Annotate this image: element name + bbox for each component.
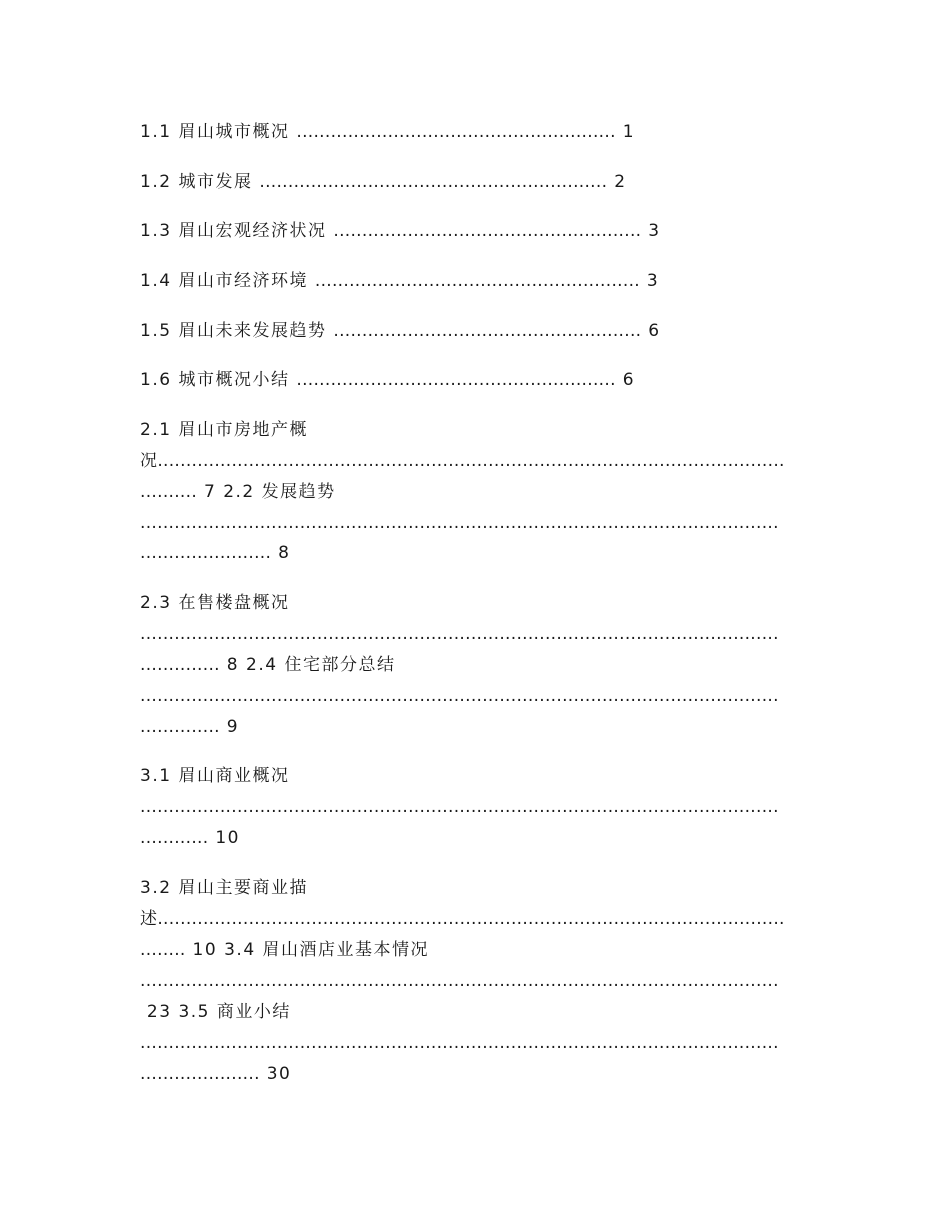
entry-page: 6 <box>622 370 636 390</box>
dot-leader: ........ <box>140 940 186 960</box>
entry-page: 30 <box>266 1064 292 1084</box>
entry-title: 眉山商业概况 <box>178 766 290 786</box>
dot-leader: .............................................................................................................. <box>157 451 785 471</box>
toc-entry-2-4[interactable] <box>140 655 395 675</box>
toc-entry-3-5-page-line[interactable] <box>140 1064 291 1084</box>
entry-number: 1.1 <box>140 122 172 142</box>
entry-number: 2.1 <box>140 420 172 440</box>
entry-number: 2.2 <box>223 482 255 502</box>
dot-leader-row: ................................................................................................................ <box>140 797 779 817</box>
entry-title: 眉山城市概况 <box>178 122 290 142</box>
dot-leader-row: ................................................................................................................ <box>140 513 779 533</box>
entry-title-continued: 述 <box>140 909 158 929</box>
toc-entry-3-1-page-line[interactable] <box>140 828 240 848</box>
toc-entry-3-1[interactable] <box>140 766 289 786</box>
toc-entry-1-4[interactable] <box>140 271 659 291</box>
dot-leader: ...................................................... <box>333 321 642 341</box>
entry-number: 1.2 <box>140 172 172 192</box>
dot-leader-row: ................................................................................................................ <box>140 971 779 991</box>
toc-entry-2-2-page-line[interactable] <box>140 543 290 563</box>
entry-title: 眉山市经济环境 <box>178 271 308 291</box>
entry-number: 3.5 <box>178 1002 210 1022</box>
toc-entry-1-1[interactable] <box>140 122 635 142</box>
entry-title-continued: 况 <box>140 451 158 471</box>
toc-entry-1-3[interactable] <box>140 221 661 241</box>
dot-leader: ............................................................. <box>259 172 608 192</box>
dot-leader: ........................................................ <box>296 370 616 390</box>
dot-leader: ............ <box>140 828 209 848</box>
entry-page: 3 <box>648 221 661 241</box>
entry-title: 眉山宏观经济状况 <box>178 221 327 241</box>
entry-title: 眉山酒店业基本情况 <box>262 940 430 960</box>
toc-entry-1-2[interactable] <box>140 172 627 192</box>
entry-number: 3.1 <box>140 766 172 786</box>
entry-number: 2.4 <box>246 655 278 675</box>
entry-number: 1.6 <box>140 370 172 390</box>
toc-entry-1-5[interactable] <box>140 321 661 341</box>
dot-leader: ......................................................... <box>314 271 640 291</box>
entry-title: 发展趋势 <box>261 482 336 502</box>
toc-entry-3-2-continued[interactable] <box>140 909 810 929</box>
entry-page: 10 <box>215 828 240 848</box>
entry-page: 23 <box>146 1002 172 1022</box>
entry-title: 住宅部分总结 <box>284 655 396 675</box>
toc-entry-3-2[interactable] <box>140 878 308 898</box>
entry-title: 眉山市房地产概 <box>178 420 308 440</box>
entry-title: 眉山未来发展趋势 <box>178 321 327 341</box>
entry-title: 城市概况小结 <box>178 370 290 390</box>
dot-leader: .............. <box>140 717 220 737</box>
entry-number: 3.2 <box>140 878 172 898</box>
toc-entry-3-4[interactable] <box>140 940 429 960</box>
entry-number: 1.5 <box>140 321 172 341</box>
toc-entry-2-1-continued[interactable] <box>140 451 810 471</box>
entry-page: 8 <box>278 543 291 563</box>
entry-page: 3 <box>646 271 660 291</box>
entry-title: 在售楼盘概况 <box>178 593 290 613</box>
dot-leader: ..................... <box>140 1064 260 1084</box>
entry-number: 2.3 <box>140 593 172 613</box>
dot-leader-row: ................................................................................................................ <box>140 686 779 706</box>
toc-entry-3-5[interactable] <box>140 1002 291 1022</box>
entry-page: 6 <box>648 321 661 341</box>
toc-entry-2-2[interactable] <box>140 482 336 502</box>
entry-title: 城市发展 <box>178 172 253 192</box>
dot-leader: .......... <box>140 482 198 502</box>
entry-title: 商业小结 <box>216 1002 291 1022</box>
entry-page: 1 <box>622 122 636 142</box>
toc-entry-1-6[interactable] <box>140 370 635 390</box>
entry-page: 2 <box>614 172 627 192</box>
entry-number: 1.3 <box>140 221 172 241</box>
entry-page: 9 <box>226 717 240 737</box>
dot-leader-row: ................................................................................................................ <box>140 1033 779 1053</box>
toc-entry-2-1[interactable] <box>140 420 308 440</box>
entry-page: 8 <box>226 655 240 675</box>
entry-number: 3.4 <box>224 940 256 960</box>
toc-entry-2-4-page-line[interactable] <box>140 717 239 737</box>
toc-entry-2-3[interactable] <box>140 593 289 613</box>
dot-leader-row: ................................................................................................................ <box>140 624 779 644</box>
dot-leader: ...................................................... <box>333 221 642 241</box>
dot-leader: ........................................................ <box>296 122 616 142</box>
entry-page: 10 <box>192 940 218 960</box>
entry-page: 7 <box>203 482 217 502</box>
entry-number: 1.4 <box>140 271 172 291</box>
entry-title: 眉山主要商业描 <box>178 878 308 898</box>
dot-leader: .............. <box>140 655 220 675</box>
dot-leader: ....................... <box>140 543 272 563</box>
dot-leader: .............................................................................................................. <box>157 909 785 929</box>
